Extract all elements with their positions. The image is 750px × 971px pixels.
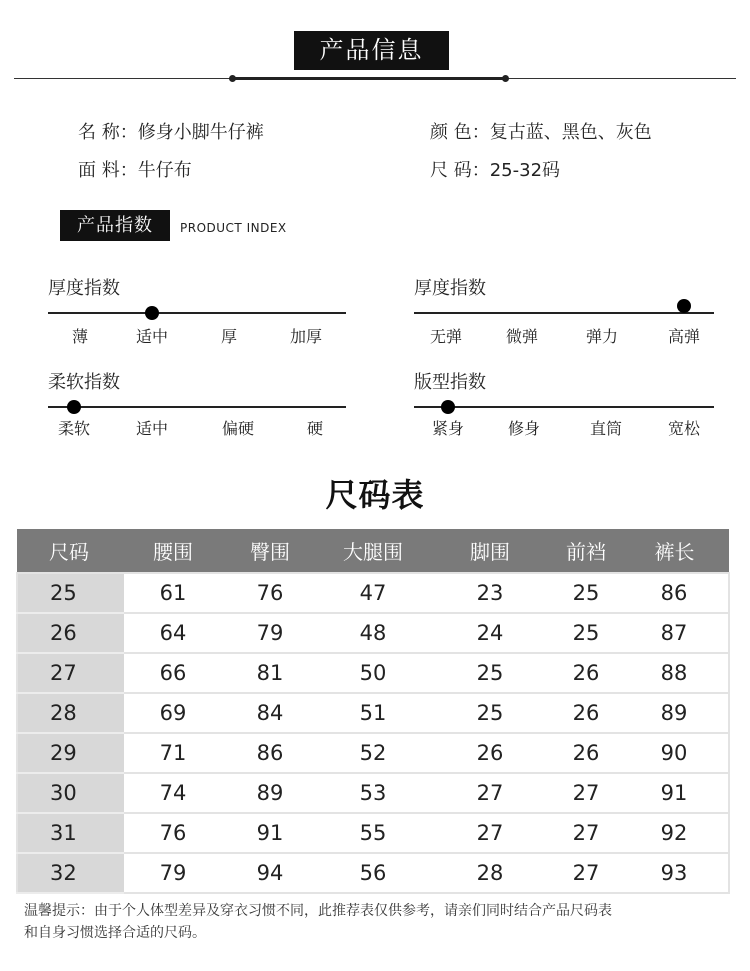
measurement-cell: 48 bbox=[318, 613, 428, 653]
col-header: 大腿围 bbox=[318, 529, 428, 573]
info-fabric-label: 面 料： bbox=[78, 160, 138, 181]
measurement-cell: 91 bbox=[620, 773, 729, 813]
size-cell: 29 bbox=[17, 733, 124, 773]
index-section-title: 产品指数 bbox=[60, 210, 170, 241]
index-level: 适中 bbox=[135, 419, 168, 438]
measurement-cell: 81 bbox=[222, 653, 318, 693]
note-line-2: 和自身习惯选择合适的尺码。 bbox=[24, 925, 206, 941]
size-cell: 30 bbox=[17, 773, 124, 813]
index-level: 无弹 bbox=[429, 327, 462, 346]
index-title: 厚度指数 bbox=[48, 278, 120, 299]
col-header: 脚围 bbox=[428, 529, 552, 573]
index-level: 硬 bbox=[306, 419, 323, 438]
measurement-cell: 56 bbox=[318, 853, 428, 893]
measurement-cell: 89 bbox=[620, 693, 729, 733]
measurement-cell: 76 bbox=[124, 813, 222, 853]
info-size-label: 尺 码： bbox=[430, 160, 490, 181]
measurement-cell: 25 bbox=[552, 613, 620, 653]
size-cell: 25 bbox=[17, 573, 124, 613]
info-name-label: 名 称： bbox=[78, 122, 138, 143]
measurement-cell: 79 bbox=[222, 613, 318, 653]
measurement-cell: 69 bbox=[124, 693, 222, 733]
note-line-1: 温馨提示：由于个人体型差异及穿衣习惯不同，此推荐表仅供参考，请亲们同时结合产品尺码表 bbox=[24, 903, 612, 919]
index-level: 柔软 bbox=[57, 419, 90, 438]
measurement-cell: 50 bbox=[318, 653, 428, 693]
index-level: 偏硬 bbox=[221, 419, 254, 438]
measurement-cell: 87 bbox=[620, 613, 729, 653]
measurement-cell: 53 bbox=[318, 773, 428, 813]
measurement-cell: 89 bbox=[222, 773, 318, 813]
info-name bbox=[78, 118, 264, 144]
size-cell: 26 bbox=[17, 613, 124, 653]
size-table-title: 尺码表 bbox=[325, 476, 425, 514]
measurement-cell: 90 bbox=[620, 733, 729, 773]
measurement-cell: 47 bbox=[318, 573, 428, 613]
size-table-row bbox=[17, 573, 729, 613]
col-header: 腰围 bbox=[124, 529, 222, 573]
index-level: 直筒 bbox=[589, 419, 622, 438]
col-header: 臀围 bbox=[222, 529, 318, 573]
measurement-cell: 61 bbox=[124, 573, 222, 613]
measurement-cell: 74 bbox=[124, 773, 222, 813]
info-fabric-value: 牛仔布 bbox=[137, 160, 192, 181]
index-title: 版型指数 bbox=[414, 372, 486, 393]
measurement-cell: 27 bbox=[428, 773, 552, 813]
size-table-row bbox=[17, 653, 729, 693]
index-level: 适中 bbox=[135, 327, 168, 346]
index-section-subtitle: PRODUCT INDEX bbox=[180, 221, 287, 235]
size-table-row bbox=[17, 773, 729, 813]
measurement-cell: 88 bbox=[620, 653, 729, 693]
col-header: 裤长 bbox=[620, 529, 729, 573]
measurement-cell: 26 bbox=[552, 733, 620, 773]
index-level: 修身 bbox=[507, 419, 540, 438]
info-size bbox=[430, 156, 560, 182]
measurement-cell: 51 bbox=[318, 693, 428, 733]
index-level: 紧身 bbox=[431, 419, 464, 438]
measurement-cell: 52 bbox=[318, 733, 428, 773]
measurement-cell: 26 bbox=[428, 733, 552, 773]
col-header: 前裆 bbox=[552, 529, 620, 573]
measurement-cell: 27 bbox=[552, 773, 620, 813]
measurement-cell: 25 bbox=[552, 573, 620, 613]
header-divider-dot-left bbox=[229, 75, 236, 82]
index-level: 宽松 bbox=[667, 419, 700, 438]
index-scale-marker bbox=[441, 400, 455, 414]
index-scale-marker bbox=[67, 400, 81, 414]
index-level: 弹力 bbox=[585, 327, 618, 346]
info-size-value: 25-32码 bbox=[489, 160, 561, 181]
measurement-cell: 26 bbox=[552, 693, 620, 733]
measurement-cell: 84 bbox=[222, 693, 318, 733]
size-cell: 28 bbox=[17, 693, 124, 733]
index-level: 厚 bbox=[220, 327, 237, 346]
measurement-cell: 86 bbox=[222, 733, 318, 773]
info-color bbox=[430, 118, 652, 144]
measurement-cell: 93 bbox=[620, 853, 729, 893]
measurement-cell: 79 bbox=[124, 853, 222, 893]
index-scale-marker bbox=[677, 299, 691, 313]
size-table-row bbox=[17, 613, 729, 653]
measurement-cell: 27 bbox=[552, 813, 620, 853]
size-table-row bbox=[17, 733, 729, 773]
measurement-cell: 66 bbox=[124, 653, 222, 693]
measurement-cell: 55 bbox=[318, 813, 428, 853]
col-header: 尺码 bbox=[17, 529, 124, 573]
size-cell: 31 bbox=[17, 813, 124, 853]
measurement-cell: 23 bbox=[428, 573, 552, 613]
measurement-cell: 71 bbox=[124, 733, 222, 773]
info-color-label: 颜 色： bbox=[430, 122, 490, 143]
index-title: 厚度指数 bbox=[414, 278, 486, 299]
info-name-value: 修身小脚牛仔裤 bbox=[137, 122, 264, 143]
index-scale-line bbox=[414, 312, 714, 314]
size-table-row bbox=[17, 693, 729, 733]
measurement-cell: 27 bbox=[552, 853, 620, 893]
index-level: 微弹 bbox=[505, 327, 538, 346]
size-table-row bbox=[17, 813, 729, 853]
measurement-cell: 86 bbox=[620, 573, 729, 613]
index-scale-line bbox=[414, 406, 714, 408]
size-table bbox=[16, 529, 730, 894]
measurement-cell: 26 bbox=[552, 653, 620, 693]
measurement-cell: 25 bbox=[428, 653, 552, 693]
header-divider-dot-right bbox=[502, 75, 509, 82]
measurement-cell: 25 bbox=[428, 693, 552, 733]
index-level: 薄 bbox=[71, 327, 88, 346]
info-color-value: 复古蓝、黑色、灰色 bbox=[489, 122, 652, 143]
index-scale-marker bbox=[145, 306, 159, 320]
measurement-cell: 91 bbox=[222, 813, 318, 853]
index-scale-line bbox=[48, 406, 346, 408]
page-title: 产品信息 bbox=[294, 31, 449, 70]
measurement-cell: 92 bbox=[620, 813, 729, 853]
size-cell: 32 bbox=[17, 853, 124, 893]
measurement-cell: 27 bbox=[428, 813, 552, 853]
size-cell: 27 bbox=[17, 653, 124, 693]
size-table-body bbox=[17, 573, 729, 893]
measurement-cell: 64 bbox=[124, 613, 222, 653]
header-divider-accent bbox=[232, 77, 506, 80]
index-title: 柔软指数 bbox=[48, 372, 120, 393]
size-table-header-row bbox=[17, 529, 729, 573]
measurement-cell: 28 bbox=[428, 853, 552, 893]
measurement-cell: 94 bbox=[222, 853, 318, 893]
size-table-row bbox=[17, 853, 729, 893]
index-level: 高弹 bbox=[667, 327, 700, 346]
measurement-cell: 76 bbox=[222, 573, 318, 613]
info-fabric bbox=[78, 156, 192, 182]
measurement-cell: 24 bbox=[428, 613, 552, 653]
index-scale-line bbox=[48, 312, 346, 314]
index-level: 加厚 bbox=[289, 327, 322, 346]
